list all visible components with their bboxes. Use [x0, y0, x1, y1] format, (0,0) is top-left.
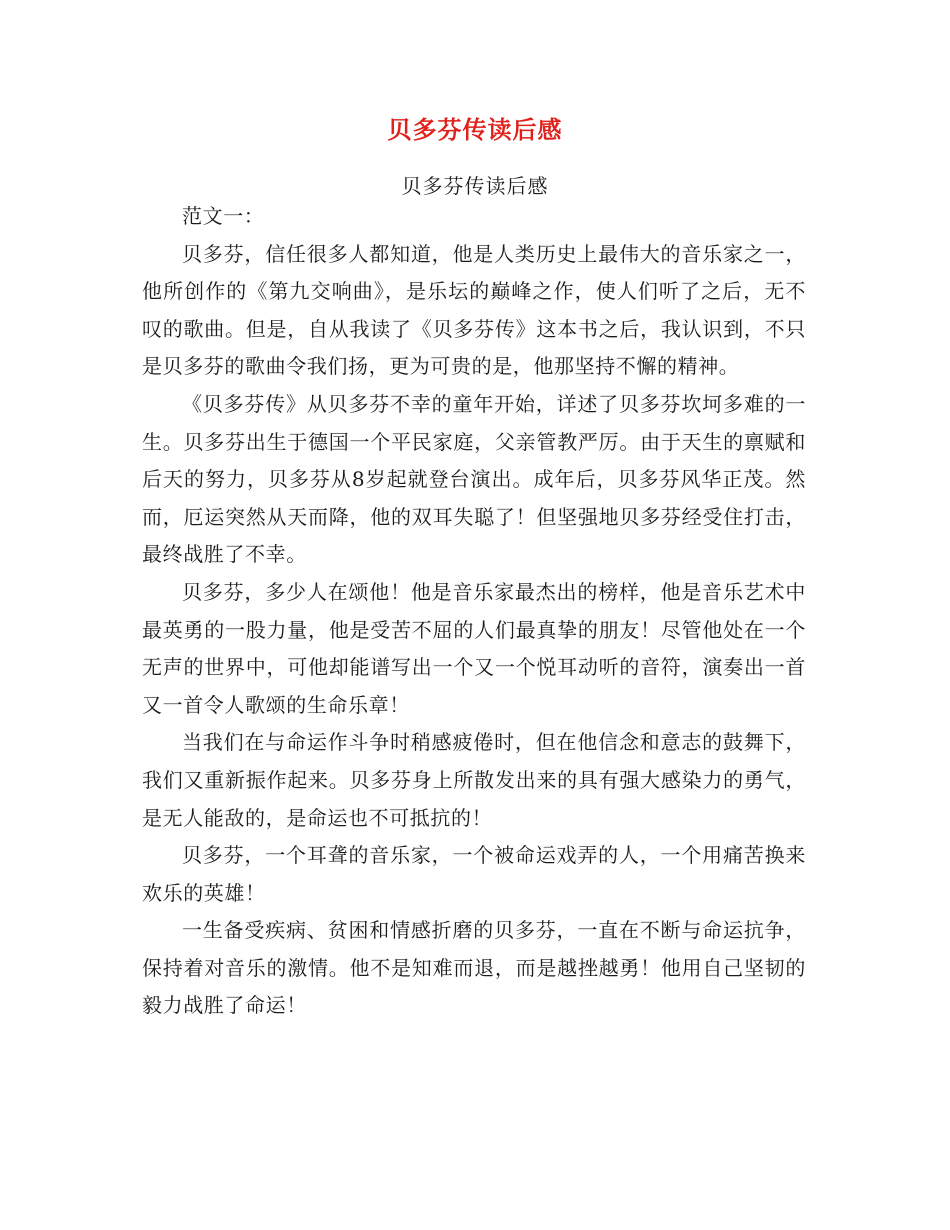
paragraph-6: 一生备受疾病、贫困和情感折磨的贝多芬，一直在不断与命运抗争，保持着对音乐的激情。他不是知难而退，而是越挫越勇！他用自己坚韧的毅力战胜了命运！ — [142, 918, 806, 1018]
paragraph-3: 贝多芬，多少人在颂他！他是音乐家最杰出的榜样，他是音乐艺术中最英勇的一股力量，他是受苦不屈的人们最真挚的朋友！尽管他处在一个无声的世界中，可他却能谱写出一个又一个悦耳动听的音符，演奏出一首又一首令人歌颂的生命乐章！ — [142, 579, 806, 717]
paragraph-5: 贝多芬，一个耳聋的音乐家，一个被命运戏弄的人，一个用痛苦换来欢乐的英雄！ — [142, 843, 806, 905]
paragraph-4: 当我们在与命运作斗争时稍感疲倦时，但在他信念和意志的鼓舞下，我们又重新振作起来。贝多芬身上所散发出来的具有强大感染力的勇气，是无人能敌的，是命运也不可抵抗的！ — [142, 730, 806, 830]
section-label: 范文一： — [182, 204, 265, 228]
paragraph-2: 《贝多芬传》从贝多芬不幸的童年开始，详述了贝多芬坎坷多难的一生。贝多芬出生于德国一个平民家庭，父亲管教严厉。由于天生的禀赋和后天的努力，贝多芬从8岁起就登台演出。成年后，贝多芬风华正茂。然而，厄运突然从天而降，他的双耳失聪了！但坚强地贝多芬经受住打击，最终战胜了不幸。 — [142, 391, 806, 567]
paragraph-1: 贝多芬，信任很多人都知道，他是人类历史上最伟大的音乐家之一，他所创作的《第九交响曲》，是乐坛的巅峰之作，使人们听了之后，无不叹的歌曲。但是，自从我读了《贝多芬传》这本书之后，我认识到，不只是贝多芬的歌曲令我们扬，更为可贵的是，他那坚持不懈的精神。 — [142, 241, 806, 379]
document-subtitle: 贝多芬传读后感 — [401, 174, 549, 198]
document-title: 贝多芬传读后感 — [387, 116, 563, 144]
document-body — [142, 198, 806, 1025]
